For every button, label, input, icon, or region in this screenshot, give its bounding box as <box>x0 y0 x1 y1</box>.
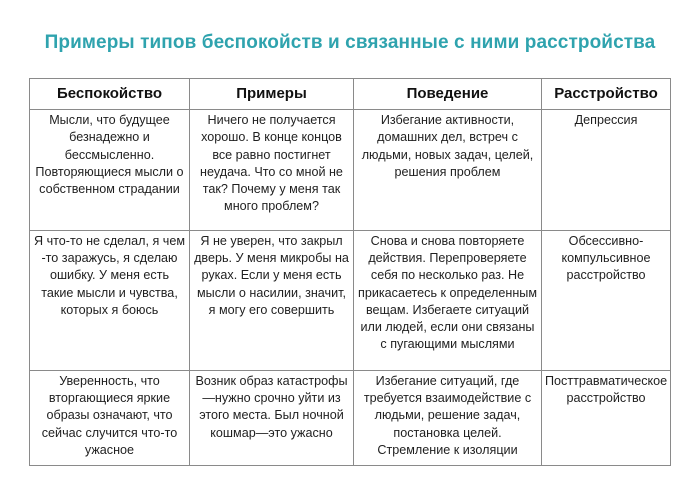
cell-examples: Ничего не получается хорошо. В конце концов все равно постигнет неудача. Что со мной не так? Почему у меня так много проблем? <box>190 110 354 231</box>
cell-examples: Возник образ катастрофы—нужно срочно уйти из этого места. Был ночной кошмар—это ужасно <box>190 370 354 465</box>
header-examples: Примеры <box>190 79 354 110</box>
table-row <box>30 230 671 370</box>
cell-disorder: Обсессивно-компульсивное расстройство <box>542 230 671 370</box>
cell-behavior: Избегание ситуаций, где требуется взаимодействие с людьми, решение задач, постановка целей. Стремление к изоляции <box>354 370 542 465</box>
table-row <box>30 370 671 465</box>
header-behavior: Поведение <box>354 79 542 110</box>
cell-behavior: Избегание активности, домашних дел, встреч с людьми, новых задач, целей, решения проблем <box>354 110 542 231</box>
cell-examples: Я не уверен, что закрыл дверь. У меня микробы на руках. Если у меня есть мысли о насилии, значит, я могу его совершить <box>190 230 354 370</box>
anxiety-types-table <box>29 78 671 466</box>
table-header-row <box>30 79 671 110</box>
cell-disorder: Депрессия <box>542 110 671 231</box>
header-worry: Беспокойство <box>30 79 190 110</box>
header-disorder: Расстройство <box>542 79 671 110</box>
cell-disorder: Посттравматическое расстройство <box>542 370 671 465</box>
cell-worry: Мысли, что будущее безнадежно и бессмысленно. Повторяющиеся мысли о собственном страдании <box>30 110 190 231</box>
cell-behavior: Снова и снова повторяете действия. Перепроверяете себя по несколько раз. Не прикасаетесь к определенным вещам. Избегаете ситуаций или людей, если они связаны с пугающими мыслями <box>354 230 542 370</box>
cell-worry: Уверенность, что вторгающиеся яркие образы означают, что сейчас случится что-то ужасное <box>30 370 190 465</box>
table-row <box>30 110 671 231</box>
page-title: Примеры типов беспокойств и связанные с ними расстройства <box>44 32 656 53</box>
cell-worry: Я что-то не сделал, я чем -то заражусь, я сделаю ошибку. У меня есть такие мысли и чувства, которых я боюсь <box>30 230 190 370</box>
